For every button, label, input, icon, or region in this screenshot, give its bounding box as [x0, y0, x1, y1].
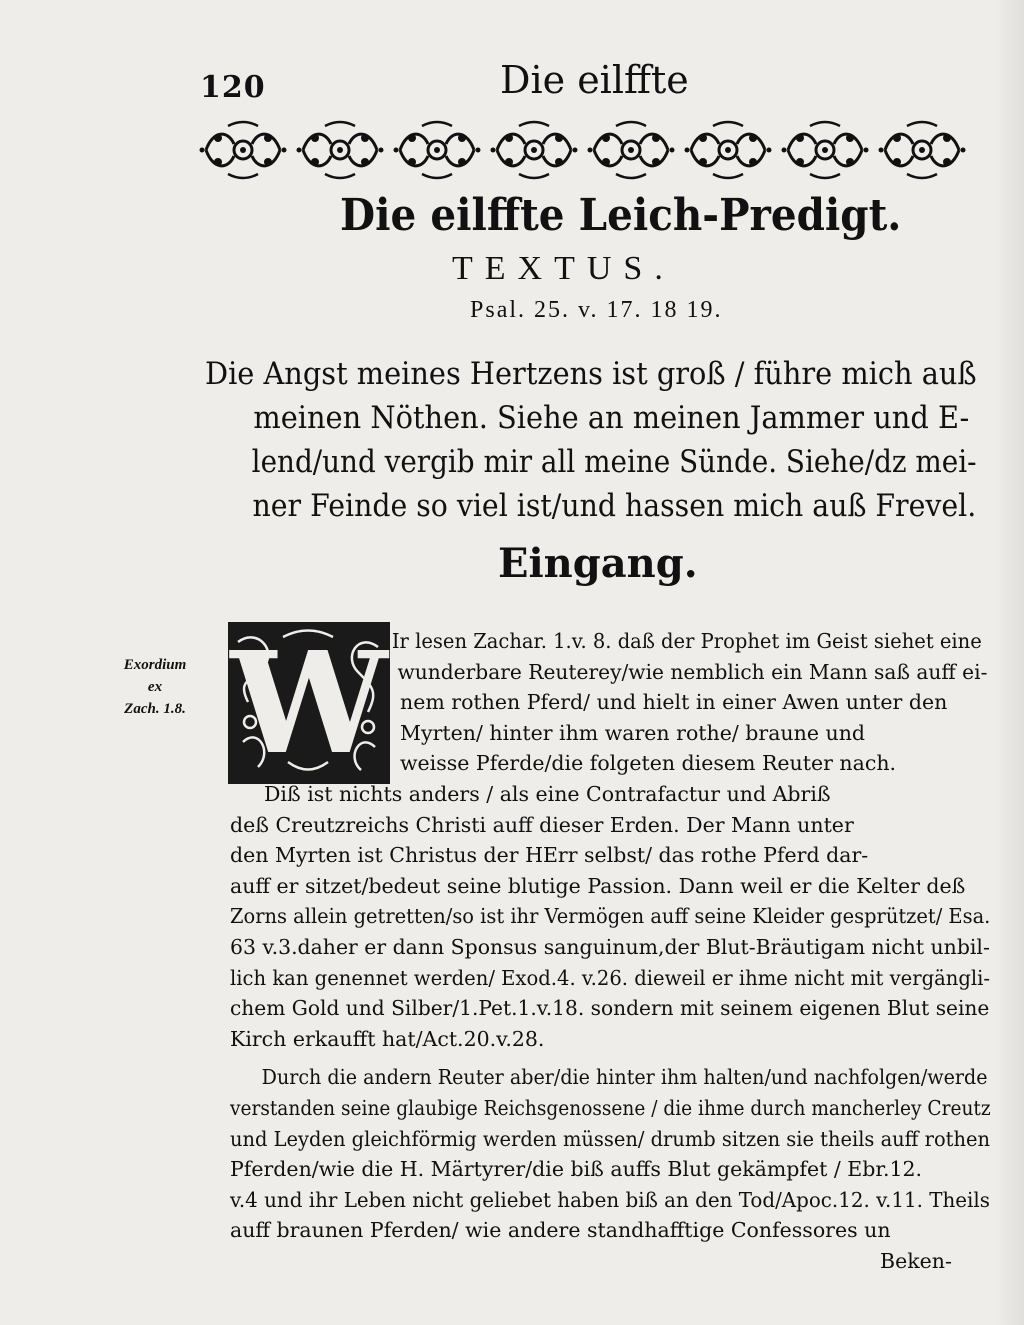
ornament-cell — [588, 122, 675, 178]
ornament-cell — [297, 122, 384, 178]
body-line: weisse Pferde/die folgeten diesem Reuter nach. — [400, 751, 897, 776]
running-title: Die eilffte — [500, 58, 689, 102]
body-line: v.4 und ihr Leben nicht geliebet haben biß an den Tod/Apoc.12. v.11. Theils — [230, 1187, 990, 1212]
body-line: Pferden/wie die H. Märtyrer/die biß auffs Blut gekämpfet / Ebr.12. — [230, 1157, 923, 1182]
textus-reference: Psal. 25. v. 17. 18 19. — [470, 297, 723, 323]
section-heading: Eingang. — [498, 540, 698, 587]
body-line: deß Creutzreichs Christi auff dieser Erden. Der Mann unter — [230, 812, 854, 837]
ornament-cell — [200, 122, 287, 178]
margin-note-line: Zach. 1.8. — [124, 701, 186, 717]
body-line: lich kan genennet werden/ Exod.4. v.26. dieweil er ihme nicht mit vergängli- — [230, 965, 991, 990]
margin-note — [100, 654, 210, 720]
body-line: Myrten/ hinter ihm waren rothe/ braune und — [400, 720, 866, 745]
ornament-cell — [685, 122, 772, 178]
body-line: Kirch erkaufft hat/Act.20.v.28. — [230, 1026, 545, 1051]
body-line: den Myrten ist Christus der HErr selbst/ das rothe Pferd dar- — [230, 843, 869, 868]
body-line: auff braunen Pferden/ wie andere standhafftige Confessores un — [230, 1218, 891, 1243]
body-line: 63 v.3.daher er dann Sponsus sanguinum,der Blut-Bräutigam nicht unbil- — [230, 934, 990, 959]
chapter-title: Die eilffte Leich-Predigt. — [340, 190, 902, 241]
page-number: 120 — [200, 70, 266, 105]
margin-note-line: Exordium — [123, 657, 187, 673]
body-line: Zorns allein getretten/so ist ihr Vermögen auff seine Kleider gesprützet/ Esa. — [230, 904, 991, 929]
body-line: chem Gold und Silber/1.Pet.1.v.18. sondern mit seinem eigenen Blut seine — [230, 996, 990, 1021]
margin-note-line: ex — [147, 679, 163, 695]
body-line: Ir lesen Zachar. 1.v. 8. daß der Prophet im Geist siehet eine — [391, 629, 982, 653]
ornament-cell — [394, 122, 481, 178]
body-text — [230, 626, 990, 1276]
ornament-band — [198, 120, 978, 180]
drop-cap-letter: W — [230, 622, 388, 784]
scripture-line: lend/und vergib mir all meine Sünde. Siehe/dz mei- — [251, 444, 977, 480]
scripture-line: ner Feinde so viel ist/und hassen mich auß Frevel. — [252, 488, 977, 524]
textus-heading: TEXTUS. — [452, 250, 675, 287]
page-edge-shadow — [994, 0, 1024, 1325]
ornament-cell — [782, 122, 869, 178]
ornament-cell — [491, 122, 578, 178]
body-line: Diß ist nichts anders / als eine Contrafactur und Abriß — [264, 781, 831, 806]
body-line: Durch die andern Reuter aber/die hinter ihm halten/und nachfolgen/werde — [261, 1065, 988, 1090]
scripture-passage — [205, 352, 977, 528]
body-line: und Leyden gleichförmig werden müssen/ drumb sitzen sie theils auff rothen — [230, 1126, 991, 1151]
body-line: nem rothen Pferd/ und hielt in einer Awen unter den — [400, 690, 948, 715]
body-line: wunderbare Reuterey/wie nemblich ein Mann saß auff ei- — [397, 659, 988, 684]
scripture-line: Die Angst meines Hertzens ist groß / führe mich auß — [205, 356, 977, 392]
body-line: verstanden seine glaubige Reichsgenossene / die ihme durch mancherley Creutz — [230, 1095, 991, 1120]
scripture-line: meinen Nöthen. Siehe an meinen Jammer und E- — [253, 400, 970, 436]
body-line: auff er sitzet/bedeut seine blutige Passion. Dann weil er die Kelter deß — [230, 873, 966, 898]
catchword: Beken- — [880, 1248, 952, 1273]
ornament-cell — [879, 122, 966, 178]
